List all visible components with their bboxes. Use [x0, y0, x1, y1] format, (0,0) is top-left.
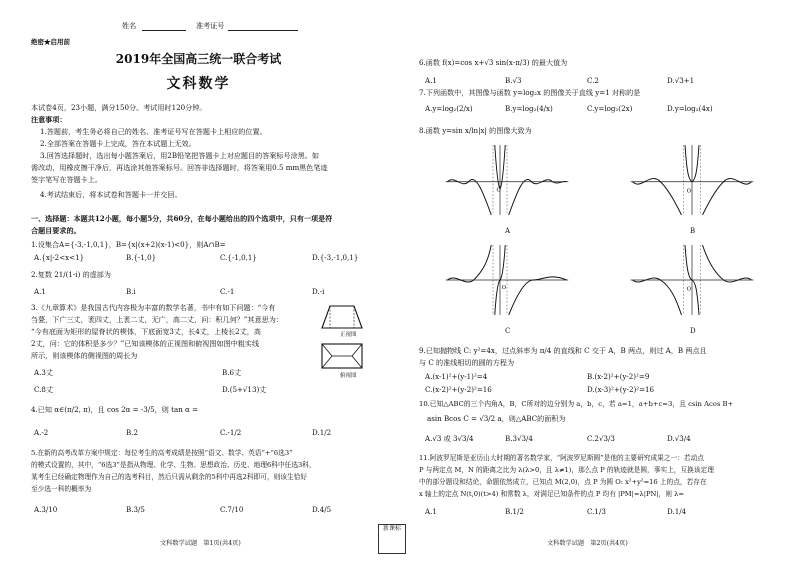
q3-line-1: 刍甍，下广三丈，袤四丈，上袤二丈，无广，高二丈，问：积几何？”其意思为：: [31, 315, 283, 324]
q8-graph-b-label: B: [690, 227, 696, 235]
q5-option-b[interactable]: B.3/5: [126, 505, 145, 514]
q10-option-d[interactable]: D.√3/4: [667, 434, 691, 443]
q7-option-c[interactable]: C.y=log₂(2x): [587, 104, 633, 113]
q1-option-b[interactable]: B.{-1,0}: [126, 253, 157, 262]
q1-option-c[interactable]: C.{-1,0,1}: [220, 253, 257, 262]
q5-option-c[interactable]: C.7/10: [220, 505, 244, 514]
name-label: 姓名: [122, 21, 137, 30]
ticket-label: 准考证号: [196, 21, 225, 30]
publisher-stamp: [378, 524, 406, 554]
q9-option-a[interactable]: A.(x-1)²+(y-1)²=4: [425, 372, 488, 381]
q11-option-d[interactable]: D.1/4: [667, 507, 687, 516]
q5-line-1: 的模式设置的，其中，“6选3”是指从物理、化学、生物、思想政治、历史、地理6科中任选3科，: [31, 461, 316, 469]
footer-left: 文科数学试题 第1页(共4页): [160, 540, 241, 547]
q3-option-a[interactable]: A.3丈: [34, 368, 53, 377]
q7-stem: 7.下列函数中，其图像与函数 y=log₂x 的图像关于直线 y=1 对称的是: [419, 88, 641, 97]
q9-line-1: 与 C 的准线相切的圆的方程为: [419, 358, 515, 367]
q10-option-b[interactable]: B.3√3/4: [505, 434, 533, 443]
q10-stem: 10.已知△ABC的三个内角A，B，C所对的边分别为 a，b，c，若 a=1，a+b+c=3，且 csin Acos B+: [419, 400, 734, 408]
svg-text:O: O: [496, 187, 501, 194]
q11-option-b[interactable]: B.1/2: [505, 507, 524, 516]
stamp-text: 新课标: [382, 525, 401, 532]
q6-option-c[interactable]: C.2: [587, 76, 599, 85]
q5-stem: 5.在新的高考改革方案中规定：每位考生的高考成绩是按照“语文、数学、英语”+“6选3”: [31, 449, 293, 457]
q8-graph-d: [622, 245, 762, 315]
q1-stem: 1.设集合A={-3,-1,0,1}，B={x|(x+2)(x-1)<0}，则A∩B=: [31, 240, 226, 249]
q4-option-d[interactable]: D.1/2: [312, 428, 332, 437]
q9-option-b[interactable]: B.(x-2)²+(y-2)²=9: [587, 372, 650, 381]
q7-option-d[interactable]: D.y=log₂(4x): [667, 104, 713, 113]
q4-stem: 4.已知 α∈(π/2, π)，且 cos 2α = -3/5，则 tan α =: [31, 405, 199, 414]
q4-option-c[interactable]: C.-1/2: [220, 428, 242, 437]
q5-option-d[interactable]: D.4/5: [312, 505, 332, 514]
svg-text:O: O: [501, 284, 507, 291]
q6-option-a[interactable]: A.1: [425, 76, 437, 85]
q9-option-c[interactable]: C.(x-2)²+(y-2)²=16: [425, 385, 492, 394]
q2-option-c[interactable]: C.-1: [220, 287, 235, 296]
q3-line-3: 2丈，问：它的体积是多少？”已知该楔体的正视图和俯视图如图中粗实线: [31, 339, 260, 348]
q2-stem: 2.复数 21/(1-i) 的虚部为: [31, 270, 111, 279]
q8-graph-c-label: C: [505, 327, 511, 335]
exam-title: 2019年全国高三统一联合考试: [115, 52, 282, 66]
footer-right: 文科数学试题 第2页(共4页): [547, 540, 628, 547]
q4-option-a[interactable]: A.-2: [34, 428, 49, 437]
notice-4: 4.考试结束后，将本试卷和答题卡一并交回。: [40, 190, 182, 199]
svg-text:O: O: [686, 286, 692, 293]
ticket-field[interactable]: [228, 30, 298, 31]
intro-text: 本试卷4页，23小题，满分150分。考试用时120分钟。: [31, 103, 207, 112]
q9-option-d[interactable]: D.(x-3)²+(y-2)²=16: [587, 385, 655, 394]
q1-option-d[interactable]: D.{-3,-1,0,1}: [312, 253, 359, 262]
notice-3c: 签字笔写在答题卡上。: [31, 175, 102, 184]
q2-option-d[interactable]: D.-i: [312, 287, 325, 296]
q10-option-a[interactable]: A.√3 或 3√3/4: [425, 434, 474, 443]
section-title-2: 合题目要求的。: [31, 226, 81, 235]
q7-option-b[interactable]: B.y=log₂(4/x): [505, 104, 553, 113]
q10-line-1: asin Bcos C = √3/2 a，则△ABC的面积为: [427, 414, 566, 423]
q2-option-b[interactable]: B.i: [126, 287, 136, 296]
q3-line-4: 所示，则该楔体的侧视图的周长为: [31, 351, 138, 360]
q7-option-a[interactable]: A.y=log₂(2/x): [425, 104, 473, 113]
q8-graph-a-label: A: [505, 227, 511, 235]
section-title: 一、选择题：本题共12小题，每小题5分，共60分，在每小题给出的四个选项中，只有一项是符: [31, 214, 333, 223]
notice-3: 3.回答选择题时，选出每小题答案后，用2B铅笔把答题卡上对应题目的答案标号涂黑。如: [40, 151, 319, 160]
exam-subject: 文科数学: [166, 76, 231, 92]
q5-option-a[interactable]: A.3/10: [34, 505, 58, 514]
notice-3b: 需改动，用橡皮擦干净后，再选涂其他答案标号。回答非选择题时，将答案用0.5 mm黑色笔迹: [31, 163, 328, 172]
q3-stem: 3.《九章算术》是我国古代内容极为丰富的数学名著，书中有如下问题：“今有: [31, 303, 276, 312]
q6-option-d[interactable]: D.√3+1: [667, 76, 695, 85]
q8-stem: 8.函数 y=sin x/ln|x| 的图像大致为: [419, 126, 532, 135]
notice-title: 注意事项：: [31, 115, 67, 124]
secret-label: 绝密★启用前: [31, 38, 70, 46]
q9-stem: 9.已知抛物线 C: y²=4x，过点斜率为 π/4 的直线和 C 交于 A，B 两点，则过 A，B 两点且: [419, 346, 707, 355]
q6-option-b[interactable]: B.√3: [505, 76, 522, 85]
q8-graph-c: [437, 245, 577, 315]
q3-line-2: “今有底面为矩形的屋脊状的楔体，下底面宽3丈，长4丈，上棱长2丈，高: [31, 327, 261, 336]
q11-stem: 11.阿波罗尼斯是亚历山大时期的著名数学家，“阿波罗尼斯圆”是他的主要研究成果之一：若动点: [419, 454, 704, 462]
q11-option-c[interactable]: C.1/3: [587, 507, 606, 516]
q8-graph-b: [622, 145, 762, 215]
q3-option-b[interactable]: B.6丈: [222, 368, 242, 377]
q2-option-a[interactable]: A.1: [34, 287, 46, 296]
q5-line-3: 至少选一科的概率为: [31, 485, 92, 493]
q3-top-view-label: 俯视图: [340, 373, 357, 379]
svg-text:O: O: [686, 188, 692, 195]
q6-stem: 6.函数 f(x)=cos x+√3 sin(x-π/3) 的最大值为: [419, 58, 568, 67]
q5-line-2: 某考生已经确定物理作为自己的选考科目，然后只需从剩余的5科中再选2科即可，则该生恰好: [31, 473, 308, 481]
q10-option-c[interactable]: C.2√3/3: [587, 434, 615, 443]
q3-option-d[interactable]: D.(5+√13)丈: [222, 385, 267, 394]
notice-1: 1.答题前，考生务必将自己的姓名、准考证号写在答题卡上相应的位置。: [40, 127, 267, 136]
q11-line-2: 中的部分题设和结论，命题依然成立，已知点 M(2,0)，点 P 为圆 O: x²+y²=16 上的点，若存在: [419, 478, 707, 486]
q8-graph-d-label: D: [690, 327, 696, 335]
right-page: [397, 0, 794, 562]
q11-line-1: P 与两定点 M，N 的距离之比为 λ(λ>0，且 λ≠1)，那么点 P 的轨迹就是圆，事实上，互换该定理: [419, 466, 714, 474]
q3-option-c[interactable]: C.8丈: [34, 385, 54, 394]
name-field[interactable]: [142, 30, 186, 31]
q1-option-a[interactable]: A.{x|-2<x<1}: [34, 253, 85, 262]
q11-line-3: x 轴上的定点 N(t,0)(t>4) 和常数 λ，对满足已知条件的点 P 均有 |PM|=λ|PN|，则 λ=: [419, 490, 684, 498]
q8-graph-a: [437, 145, 577, 215]
q3-front-view-label: 正视图: [340, 332, 357, 338]
q11-option-a[interactable]: A.1: [425, 507, 437, 516]
q4-option-b[interactable]: B.2: [126, 428, 138, 437]
notice-2: 2.全部答案在答题卡上完成，答在本试题上无效。: [40, 139, 196, 148]
